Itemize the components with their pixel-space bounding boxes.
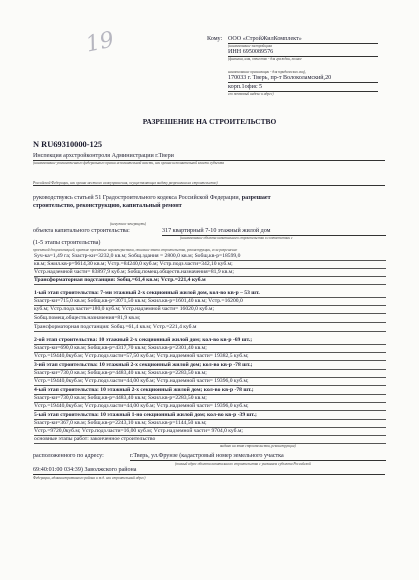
characteristic-line: основные этапы работ: законченное строительство [34,436,386,444]
basis-permits: разрешает [241,195,271,201]
basis-caption: (ненужное зачеркнуть) [110,222,147,226]
stage-heading: 4-ый этап строительства: 10 этажный 2-х секционный жилой дом; кол-во кв-р -78 шт.; [34,387,386,395]
characteristic-line: Sзастр-ки=730,0 кв.м; Sобщ.кв-р=4483,40 кв.м; Sжил.кв-р=2283,50 кв.м; [34,395,386,403]
stage-heading: 5-ый этап строительства: 10 этажный 1-но секционный жилой дом; кол-во кв-р -39 шт.; [34,412,386,420]
location-value: г.Тверь, ул.Фрунзе (кадастровый номер земельного участка [130,453,386,461]
basis-statute: руководствуясь статьей 51 Градостроительного кодекса Российской Федерации, [33,195,241,201]
characteristic-line: Трансформаторная подстанция: Sобщ.=61,4 кв.м; Vстр.=221,4 куб.м [34,277,386,285]
authority-caption-1: (наименование уполномоченного федерального органа исполнительной власти, или органа исполнительной власти субъекта [33,161,225,165]
object-caption: (наименование объекта капитального строительства в соответствии с [180,236,293,240]
basis-text [33,195,271,202]
characteristic-line: Sзастр-ки=715,0 кв.м; Sобщ.кв-р=3071,50 кв.м; Sжил.кв-р=1601,40 кв.м; Vстр.=16200,0 [34,298,386,306]
characteristic-line: Vстр.=9720,0куб.м; Vстр.подз.части=16,00 куб.м; Vстр.надземной части= 9704,0 куб.м; [34,428,386,436]
characteristic-line: Sзастр-ки=730,0 кв.м; Sобщ.кв-р=4483,40 кв.м; Sжил.кв-р=2283,50 кв.м; [34,370,386,378]
permit-number: N RU69310000-125 [33,140,103,149]
characteristic-line: кв.м; Sжил.кв-р=9614,30 кв.м; Vстр.=84240,0 куб.м; Vстр.подз.части=342,10 куб.м; [34,261,386,269]
basis-scope: строительство, реконструкцию, капитальный ремонт [33,203,182,209]
location-caption-2: Федерации, административного района и т.д. или строительный адрес) [33,476,146,480]
lines-caption: выдано на этап строительства, реконструкции) [220,444,296,448]
stage-heading: 3-ий этап строительства: 10 этажный 2-х секционный жилой дом; кол-во кв-р -78 шт.; [34,362,386,370]
characteristic-line: Sзастр-ки=367,0 кв.м; Sобщ.кв-р=2243,10 кв.м; Sжил.кв-р=1144,50 кв.м; [34,420,386,428]
location-value-2: 69:40:01:00 034:39) Заволжского района [33,467,385,475]
characteristic-line: Vстр.=19440,0куб.м; Vстр.подз.части=44,00 куб.м; Vстр.надземной части= 19396,0 куб.м; [34,403,386,411]
characteristic-line: Sобщ.помещ.обществ.назначения=81,9 кв.м; [34,315,386,323]
addressee-caption-3: наименование организации - для юридических лиц), [228,70,306,74]
addressee-inn: ИНН 6950089576 [228,49,378,57]
document-title: РАЗРЕШЕНИЕ НА СТРОИТЕЛЬСТВО [142,117,277,126]
addressee-caption-4: его почтовый индекс и адрес) [228,92,274,96]
object-value: 317 квартирный 7-10 этажный жилой дом [162,228,386,236]
issuing-authority: Инспекция архстройконтроля Администрации г.Твери [33,153,385,161]
location-label: расположенного по адресу: [33,453,104,459]
addressee-address-2: корп.1офис 5 [228,84,378,92]
addressee-address-1: 170033 г. Тверь, пр-т Волоколамский,20 [228,75,378,83]
addressee-org: ООО «СтройЖилКомплект» [228,36,378,44]
location-caption-1: (полный адрес объекта капитального строительства с указанием субъекта Российской [175,462,311,466]
addressee-caption-1: (наименование застройщика [228,44,273,48]
to-label: Кому: [207,36,223,42]
object-label: объекта капитального строительства: [33,228,130,234]
characteristic-line: Vстр.надземной части= 83897,9 куб.м; Sобщ.помещ.обществ.назначения=81,9 кв.м; [34,269,386,277]
stage-heading: 1-ый этап строительства: 7-ми этажный 2-х секционный жилой дом, кол-во кв-р – 53 шт. [34,290,386,298]
characteristic-line: Sуч-ка=1,49 га; Sзастр-ки=3232,0 кв.м; Sобщ.здания = 2800,0 кв.м; Sобщ.кв-р=18599,0 [34,253,386,261]
characteristic-line: Vстр.=19440,0куб.м; Vстр.подз.части=57,50 куб.м; Vстр.надземной части= 19382,5 куб.м; [34,353,386,361]
object-stages: (1-5 этапы строительства) [33,240,101,246]
characteristic-line: Трансформаторная подстанция: Sобщ.=61,4 кв.м; Vстр.=221,4 куб.м [34,324,386,332]
authority-caption-2: Российской Федерации, или органа местного самоуправления, осуществляющих выдачу разрешения на строительство) [33,181,385,186]
addressee-caption-2: (фамилия, имя, отчество - для граждан, полное [228,57,302,61]
handwritten-mark: 19 [83,27,117,58]
object-caption-2: проектной документацией, краткие проектные характеристики, описание этапа строительства, реконструкции, если разрешение [33,248,238,252]
characteristic-line: Vстр.=19440,0куб.м; Vстр.подз.части=44,00 куб.м; Vстр.надземной части= 19396,0 куб.м; [34,378,386,386]
characteristic-line: Sзастр-ки=690,0 кв.м; Sобщ.кв-р=4317,70 кв.м; Sжил.кв-р=2301,40 кв.м; [34,345,386,353]
stage-heading: 2-ой этап строительства: 10 этажный 2-х секционный жилой дом; кол-во кв-р -69 шт.; [34,337,386,345]
characteristic-line: куб.м; Vстр.подз.части=180,0 куб.м; Vстр.надземной части= 16020,0 куб.м; [34,306,386,314]
